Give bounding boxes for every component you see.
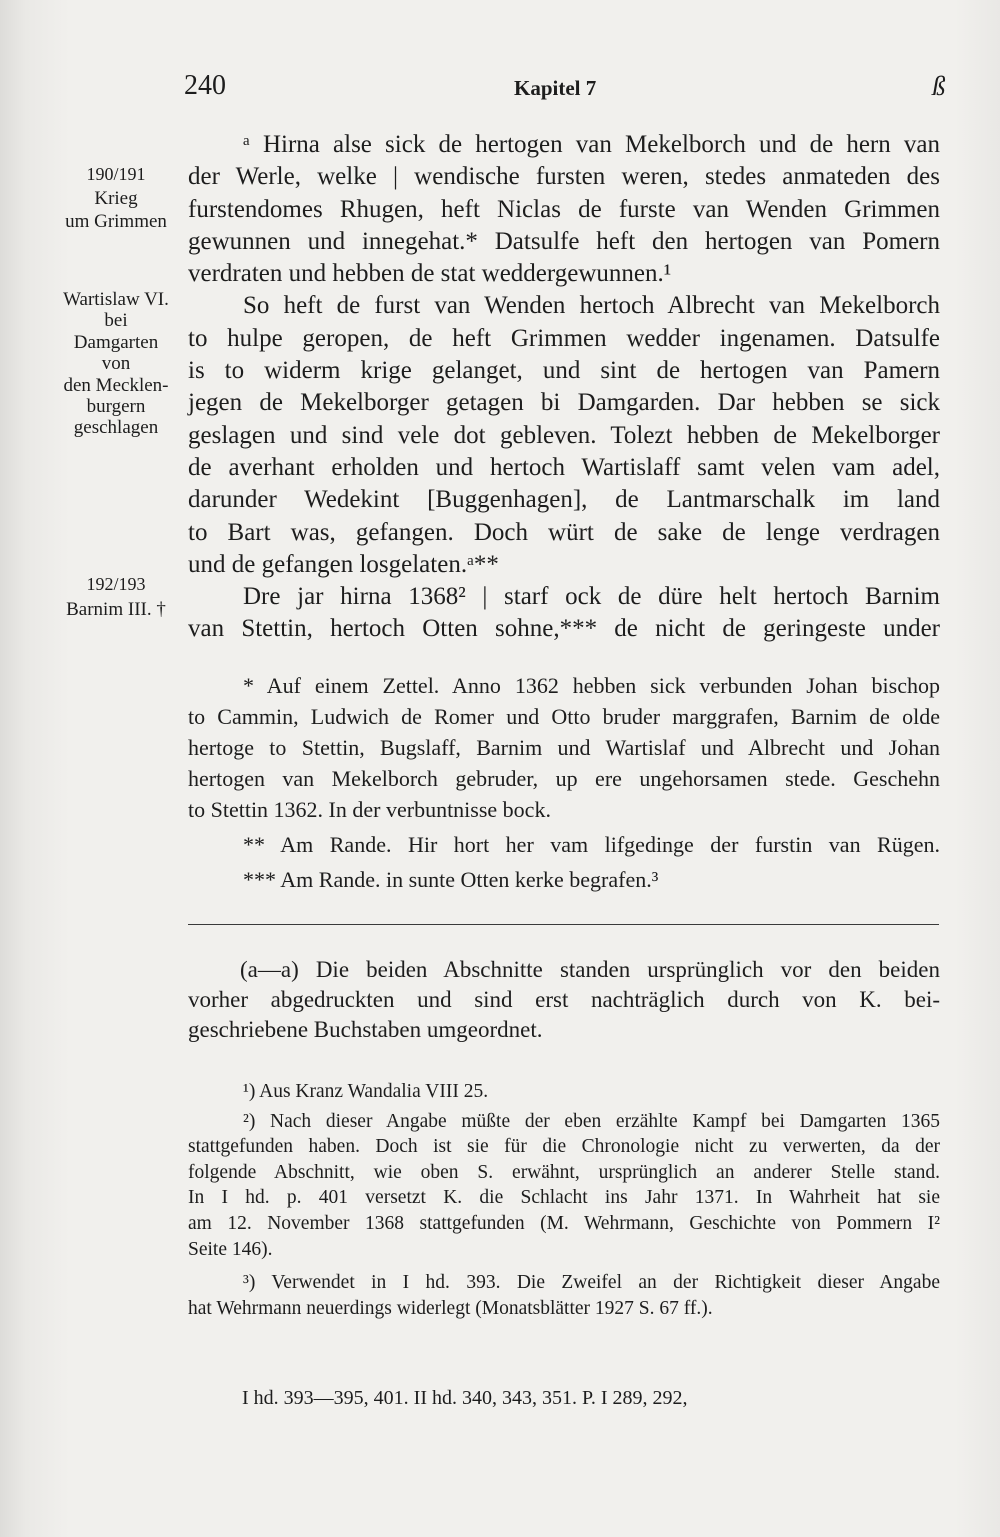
margin-note-line: bei (104, 310, 128, 332)
footnote-line: In I hd. p. 401 versetzt K. die Schlacht ins Jahr 1371. In Wahrheit hat sie (188, 1187, 940, 1209)
text-notes (188, 670, 940, 895)
text-note-line: * Auf einem Zettel. Anno 1362 hebben sick verbunden Johan bischop (243, 673, 940, 698)
text-note (188, 864, 940, 895)
text-note-line: hertoge to Stettin, Bugslaff, Barnim und Wartislaf und Albrecht und Johan (188, 735, 940, 760)
sheet-mark: ß (932, 71, 946, 101)
main-text (188, 129, 940, 646)
main-text-line: verdraten und hebben de stat weddergewunnen.¹ (188, 260, 672, 288)
main-text-line: to Bart was, gefangen. Doch würt de sake de lenge verdragen (188, 518, 940, 546)
running-title: Kapitel 7 (514, 76, 597, 100)
source-references: I hd. 393—395, 401. II hd. 340, 343, 351. P. I 289, 292, (242, 1387, 688, 1409)
main-text-line: van Stettin, hertoch Otten sohne,*** de nicht de geringeste under (188, 615, 940, 643)
margin-note (38, 163, 194, 234)
main-text-line: furstendomes Rhugen, heft Niclas de furste van Wenden Grimmen (188, 195, 940, 223)
margin-note (38, 572, 194, 622)
main-text-paragraph (188, 581, 940, 646)
footnote-line: ¹) Aus Kranz Wandalia VIII 25. (243, 1081, 489, 1102)
text-note-line: ** Am Rande. Hir hort her vam lifgedinge der furstin van Rügen. (243, 832, 940, 857)
footnote (188, 1079, 940, 1105)
footnote-line: ²) Nach dieser Angabe müßte der eben erzählte Kampf bei Damgarten 1365 (243, 1110, 940, 1132)
margin-note-line: den Mecklen- (63, 374, 169, 396)
main-text-paragraph (188, 129, 940, 290)
main-text-line: Dre jar hirna 1368² | starf ock de düre helt hertoch Barnim (243, 583, 940, 611)
text-note-line: *** Am Rande. in sunte Otten kerke begrafen.³ (243, 867, 659, 892)
editorial-note-line: geschriebene Buchstaben umgeordnet. (188, 1017, 543, 1042)
footnote-line: stattgefunden haben. Doch ist sie für die Chronologie nicht zu verwerten, da der (188, 1136, 940, 1158)
text-note-line: hertogen van Mekelborch gebruder, up ere ungehorsamen stede. Geschehn (188, 766, 940, 791)
text-note (188, 670, 940, 825)
main-text-line: So heft de furst van Wenden hertoch Albrecht van Mekelborch (243, 292, 940, 320)
main-text-line: jegen de Mekelborger getagen bi Damgarden. Dar hebben se sick (188, 389, 940, 417)
editorial-note-line: vorher abgedruckten und sind erst nachträglich durch von K. bei- (188, 987, 940, 1012)
main-text-paragraph (188, 290, 940, 581)
editorial-note-line: (a—a) Die beiden Abschnitte standen ursprünglich vor den beiden (240, 957, 940, 982)
margin-note (38, 289, 194, 439)
footnote (188, 1270, 940, 1321)
main-text-line: darunder Wedekint [Buggenhagen], de Lantmarschalk im land (188, 486, 940, 514)
margin-note-line: Damgarten (73, 331, 159, 353)
footnote-line: am 12. November 1368 stattgefunden (M. Wehrmann, Geschichte von Pommern I² (188, 1212, 940, 1234)
footnote-divider (188, 924, 939, 925)
margin-note-line: 190/191 (86, 164, 146, 184)
footnote-line: ³) Verwendet in I hd. 393. Die Zweifel an der Richtigkeit dieser Angabe (243, 1272, 940, 1294)
text-note-line: to Cammin, Ludwich de Romer und Otto bruder marggrafen, Barnim de olde (188, 704, 940, 729)
margin-note-line: Barnim III. † (66, 599, 166, 620)
editorial-note-paragraph (188, 955, 940, 1045)
main-text-line: geslagen und sind vele dot gebleven. Tolezt hebben de Mekelborger (188, 421, 940, 449)
main-text-line: und de gefangen losgelaten.ᵃ** (188, 550, 499, 578)
footnote-line: Seite 146). (188, 1238, 273, 1260)
margin-note-line: um Grimmen (65, 211, 167, 232)
margin-note-line: von (101, 353, 131, 375)
footnotes (188, 1079, 940, 1321)
main-text-line: to hulpe geropen, de heft Grimmen wedder ingenamen. Datsulfe (188, 324, 940, 352)
footnote-line: folgende Abschnitt, wie oben S. erwähnt, ursprünglich an anderer Stelle stand. (188, 1161, 940, 1183)
text-note (188, 829, 940, 860)
margin-note-line: burgern (86, 396, 146, 418)
main-text-line: ᵃ Hirna alse sick de hertogen van Mekelborch und de hern van (243, 131, 940, 158)
page-number: 240 (184, 70, 226, 101)
margin-note-line: 192/193 (86, 574, 146, 594)
editorial-note (188, 955, 940, 1045)
margin-note-line: geschlagen (73, 417, 159, 439)
margin-note-line: Wartislaw VI. (63, 289, 169, 310)
margin-note-line: Krieg (94, 187, 138, 209)
text-note-line: to Stettin 1362. In der verbuntnisse bock. (188, 797, 551, 822)
main-text-line: is to widerm krige gelanget, und sint de hertogen van Pamern (188, 357, 940, 385)
footnote (188, 1109, 940, 1263)
main-text-line: gewunnen und innegehat.* Datsulfe heft den hertogen van Pomern (188, 227, 940, 255)
main-text-line: de averhant erholden und hertoch Wartislaff samt velen vam adel, (188, 453, 940, 481)
footnote-line: hat Wehrmann neuerdings widerlegt (Monatsblätter 1927 S. 67 ff.). (188, 1297, 713, 1319)
main-text-line: der Werle, welke | wendische fursten weren, stedes anmateden des (188, 163, 940, 191)
